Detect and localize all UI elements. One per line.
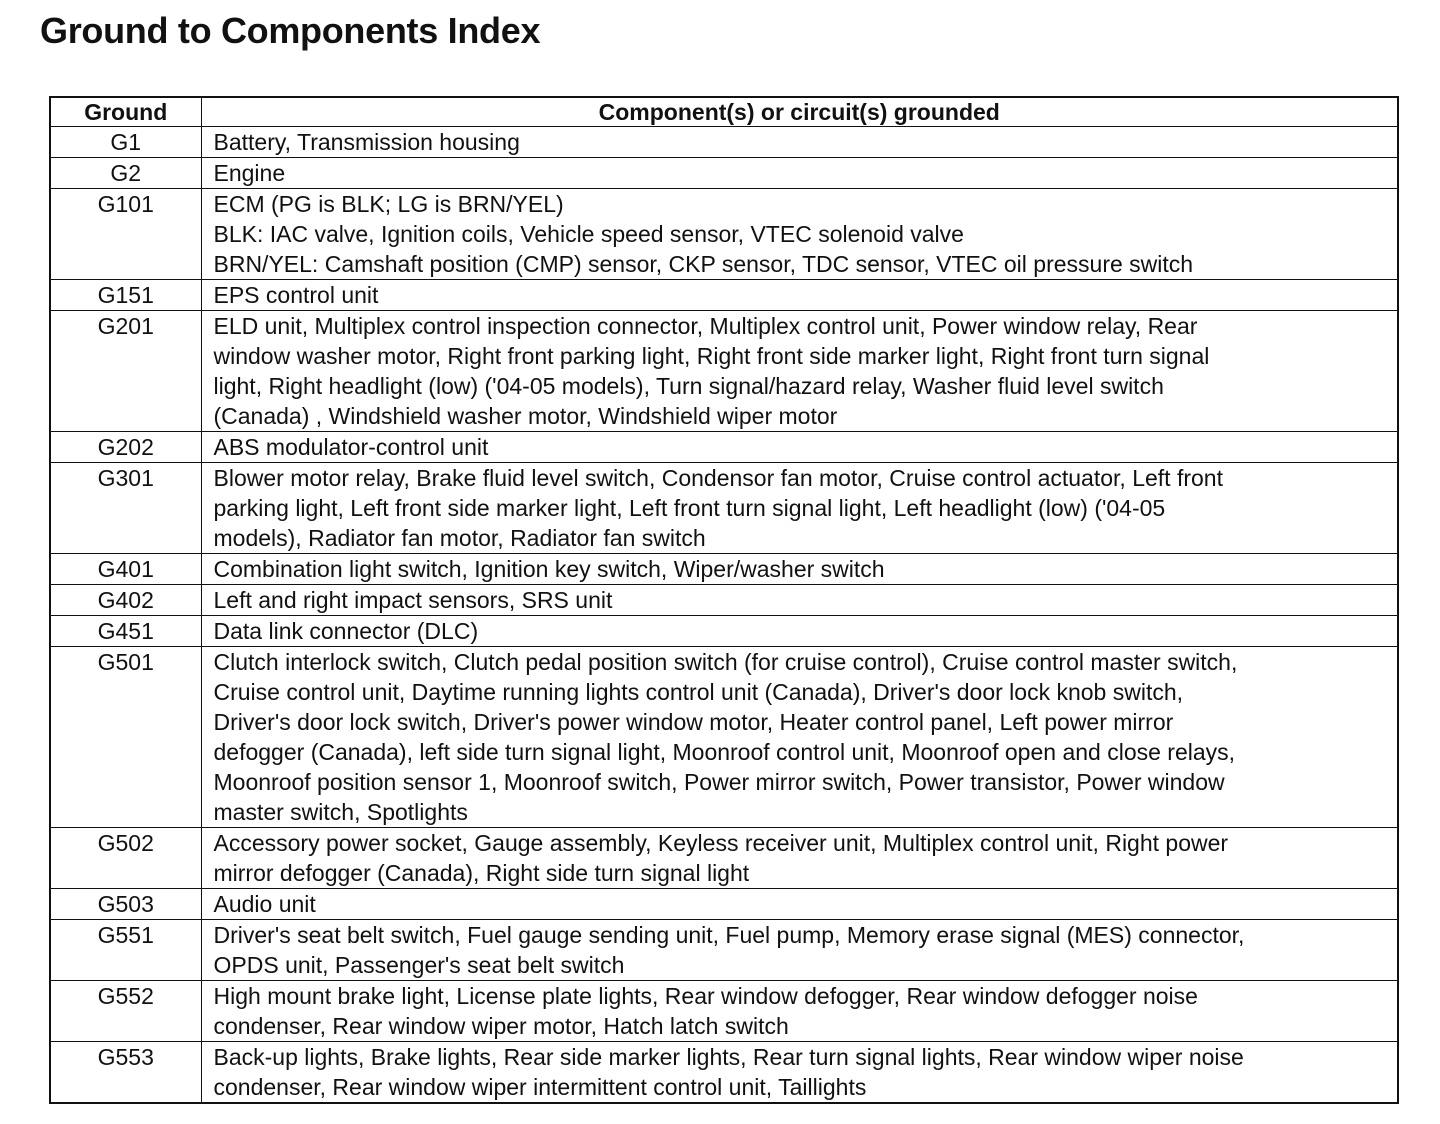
component-line: Data link connector (DLC) (213, 618, 479, 644)
component-line: condenser, Rear window wiper motor, Hatch latch switch (213, 1013, 789, 1039)
components-cell (201, 554, 1398, 585)
component-line: mirror defogger (Canada), Right side turn signal light (213, 860, 750, 886)
ground-id-cell: G503 (50, 889, 201, 920)
ground-id-cell: G402 (50, 585, 201, 616)
component-line: ELD unit, Multiplex control inspection connector, Multiplex control unit, Power window relay, Rear (213, 313, 1198, 339)
ground-id-cell: G101 (50, 189, 201, 280)
components-cell (201, 828, 1398, 889)
ground-id-cell: G201 (50, 311, 201, 432)
components-cell (201, 981, 1398, 1042)
table-row (50, 463, 1398, 554)
component-line: Left and right impact sensors, SRS unit (213, 587, 613, 613)
component-line: Back-up lights, Brake lights, Rear side marker lights, Rear turn signal lights, Rear window wiper noise (213, 1044, 1244, 1070)
table-header-row (50, 97, 1398, 127)
ground-id-cell: G501 (50, 647, 201, 828)
component-line: Blower motor relay, Brake fluid level switch, Condensor fan motor, Cruise control actuator, Left front (213, 465, 1223, 491)
components-cell (201, 280, 1398, 311)
components-cell (201, 616, 1398, 647)
components-cell (201, 432, 1398, 463)
table-row (50, 158, 1398, 189)
header-components: Component(s) or circuit(s) grounded (201, 97, 1398, 127)
component-line: Driver's seat belt switch, Fuel gauge sending unit, Fuel pump, Memory erase signal (MES) connector, (213, 922, 1245, 948)
ground-id-cell: G551 (50, 920, 201, 981)
components-cell (201, 647, 1398, 828)
component-line: High mount brake light, License plate lights, Rear window defogger, Rear window defogger noise (213, 983, 1198, 1009)
component-line: parking light, Left front side marker light, Left front turn signal light, Left headlight (low) ('04-05 (213, 495, 1166, 521)
table-row (50, 647, 1398, 828)
table-row (50, 920, 1398, 981)
table-row (50, 311, 1398, 432)
component-line: models), Radiator fan motor, Radiator fan switch (213, 525, 706, 551)
component-line: EPS control unit (213, 282, 379, 308)
component-line: Combination light switch, Ignition key switch, Wiper/washer switch (213, 556, 885, 582)
table-body (50, 127, 1398, 1104)
table-row (50, 280, 1398, 311)
components-cell (201, 463, 1398, 554)
component-line: ECM (PG is BLK; LG is BRN/YEL) (213, 191, 564, 217)
ground-id-cell: G2 (50, 158, 201, 189)
table-row (50, 585, 1398, 616)
component-line: Cruise control unit, Daytime running lights control unit (Canada), Driver's door lock knob switch, (213, 679, 1184, 705)
component-line: Audio unit (213, 891, 316, 917)
component-line: (Canada) , Windshield washer motor, Windshield wiper motor (213, 403, 838, 429)
component-line: window washer motor, Right front parking light, Right front side marker light, Right front turn signal (213, 343, 1210, 369)
component-line: BRN/YEL: Camshaft position (CMP) sensor, CKP sensor, TDC sensor, VTEC oil pressure switch (213, 251, 1194, 277)
table-row (50, 1042, 1398, 1104)
component-line: BLK: IAC valve, Ignition coils, Vehicle speed sensor, VTEC solenoid valve (213, 221, 964, 247)
component-line: Battery, Transmission housing (213, 129, 520, 155)
table-row (50, 554, 1398, 585)
component-line: defogger (Canada), left side turn signal light, Moonroof control unit, Moonroof open and close relays, (213, 739, 1236, 765)
ground-id-cell: G401 (50, 554, 201, 585)
component-line: light, Right headlight (low) ('04-05 models), Turn signal/hazard relay, Washer fluid level switch (213, 373, 1164, 399)
ground-id-cell: G553 (50, 1042, 201, 1104)
components-cell (201, 158, 1398, 189)
header-ground: Ground (50, 97, 201, 127)
table-row (50, 828, 1398, 889)
ground-id-cell: G451 (50, 616, 201, 647)
table-row (50, 127, 1398, 158)
ground-id-cell: G151 (50, 280, 201, 311)
components-cell (201, 585, 1398, 616)
component-line: condenser, Rear window wiper intermittent control unit, Taillights (213, 1074, 867, 1100)
ground-id-cell: G202 (50, 432, 201, 463)
component-line: OPDS unit, Passenger's seat belt switch (213, 952, 625, 978)
ground-id-cell: G301 (50, 463, 201, 554)
ground-id-cell: G1 (50, 127, 201, 158)
component-line: master switch, Spotlights (213, 799, 468, 825)
table-row (50, 981, 1398, 1042)
components-cell (201, 189, 1398, 280)
components-cell (201, 920, 1398, 981)
table-row (50, 432, 1398, 463)
component-line: Driver's door lock switch, Driver's power window motor, Heater control panel, Left power mirror (213, 709, 1174, 735)
table-row (50, 189, 1398, 280)
ground-index-table (49, 96, 1399, 1104)
component-line: Moonroof position sensor 1, Moonroof switch, Power mirror switch, Power transistor, Power window (213, 769, 1225, 795)
component-line: Engine (213, 160, 286, 186)
component-line: ABS modulator-control unit (213, 434, 489, 460)
ground-id-cell: G552 (50, 981, 201, 1042)
component-line: Accessory power socket, Gauge assembly, Keyless receiver unit, Multiplex control unit, Right power (213, 830, 1229, 856)
table-row (50, 616, 1398, 647)
components-cell (201, 1042, 1398, 1104)
table-row (50, 889, 1398, 920)
components-cell (201, 127, 1398, 158)
ground-id-cell: G502 (50, 828, 201, 889)
page-title: Ground to Components Index (40, 10, 541, 51)
components-cell (201, 311, 1398, 432)
components-cell (201, 889, 1398, 920)
component-line: Clutch interlock switch, Clutch pedal position switch (for cruise control), Cruise control master switch, (213, 649, 1238, 675)
